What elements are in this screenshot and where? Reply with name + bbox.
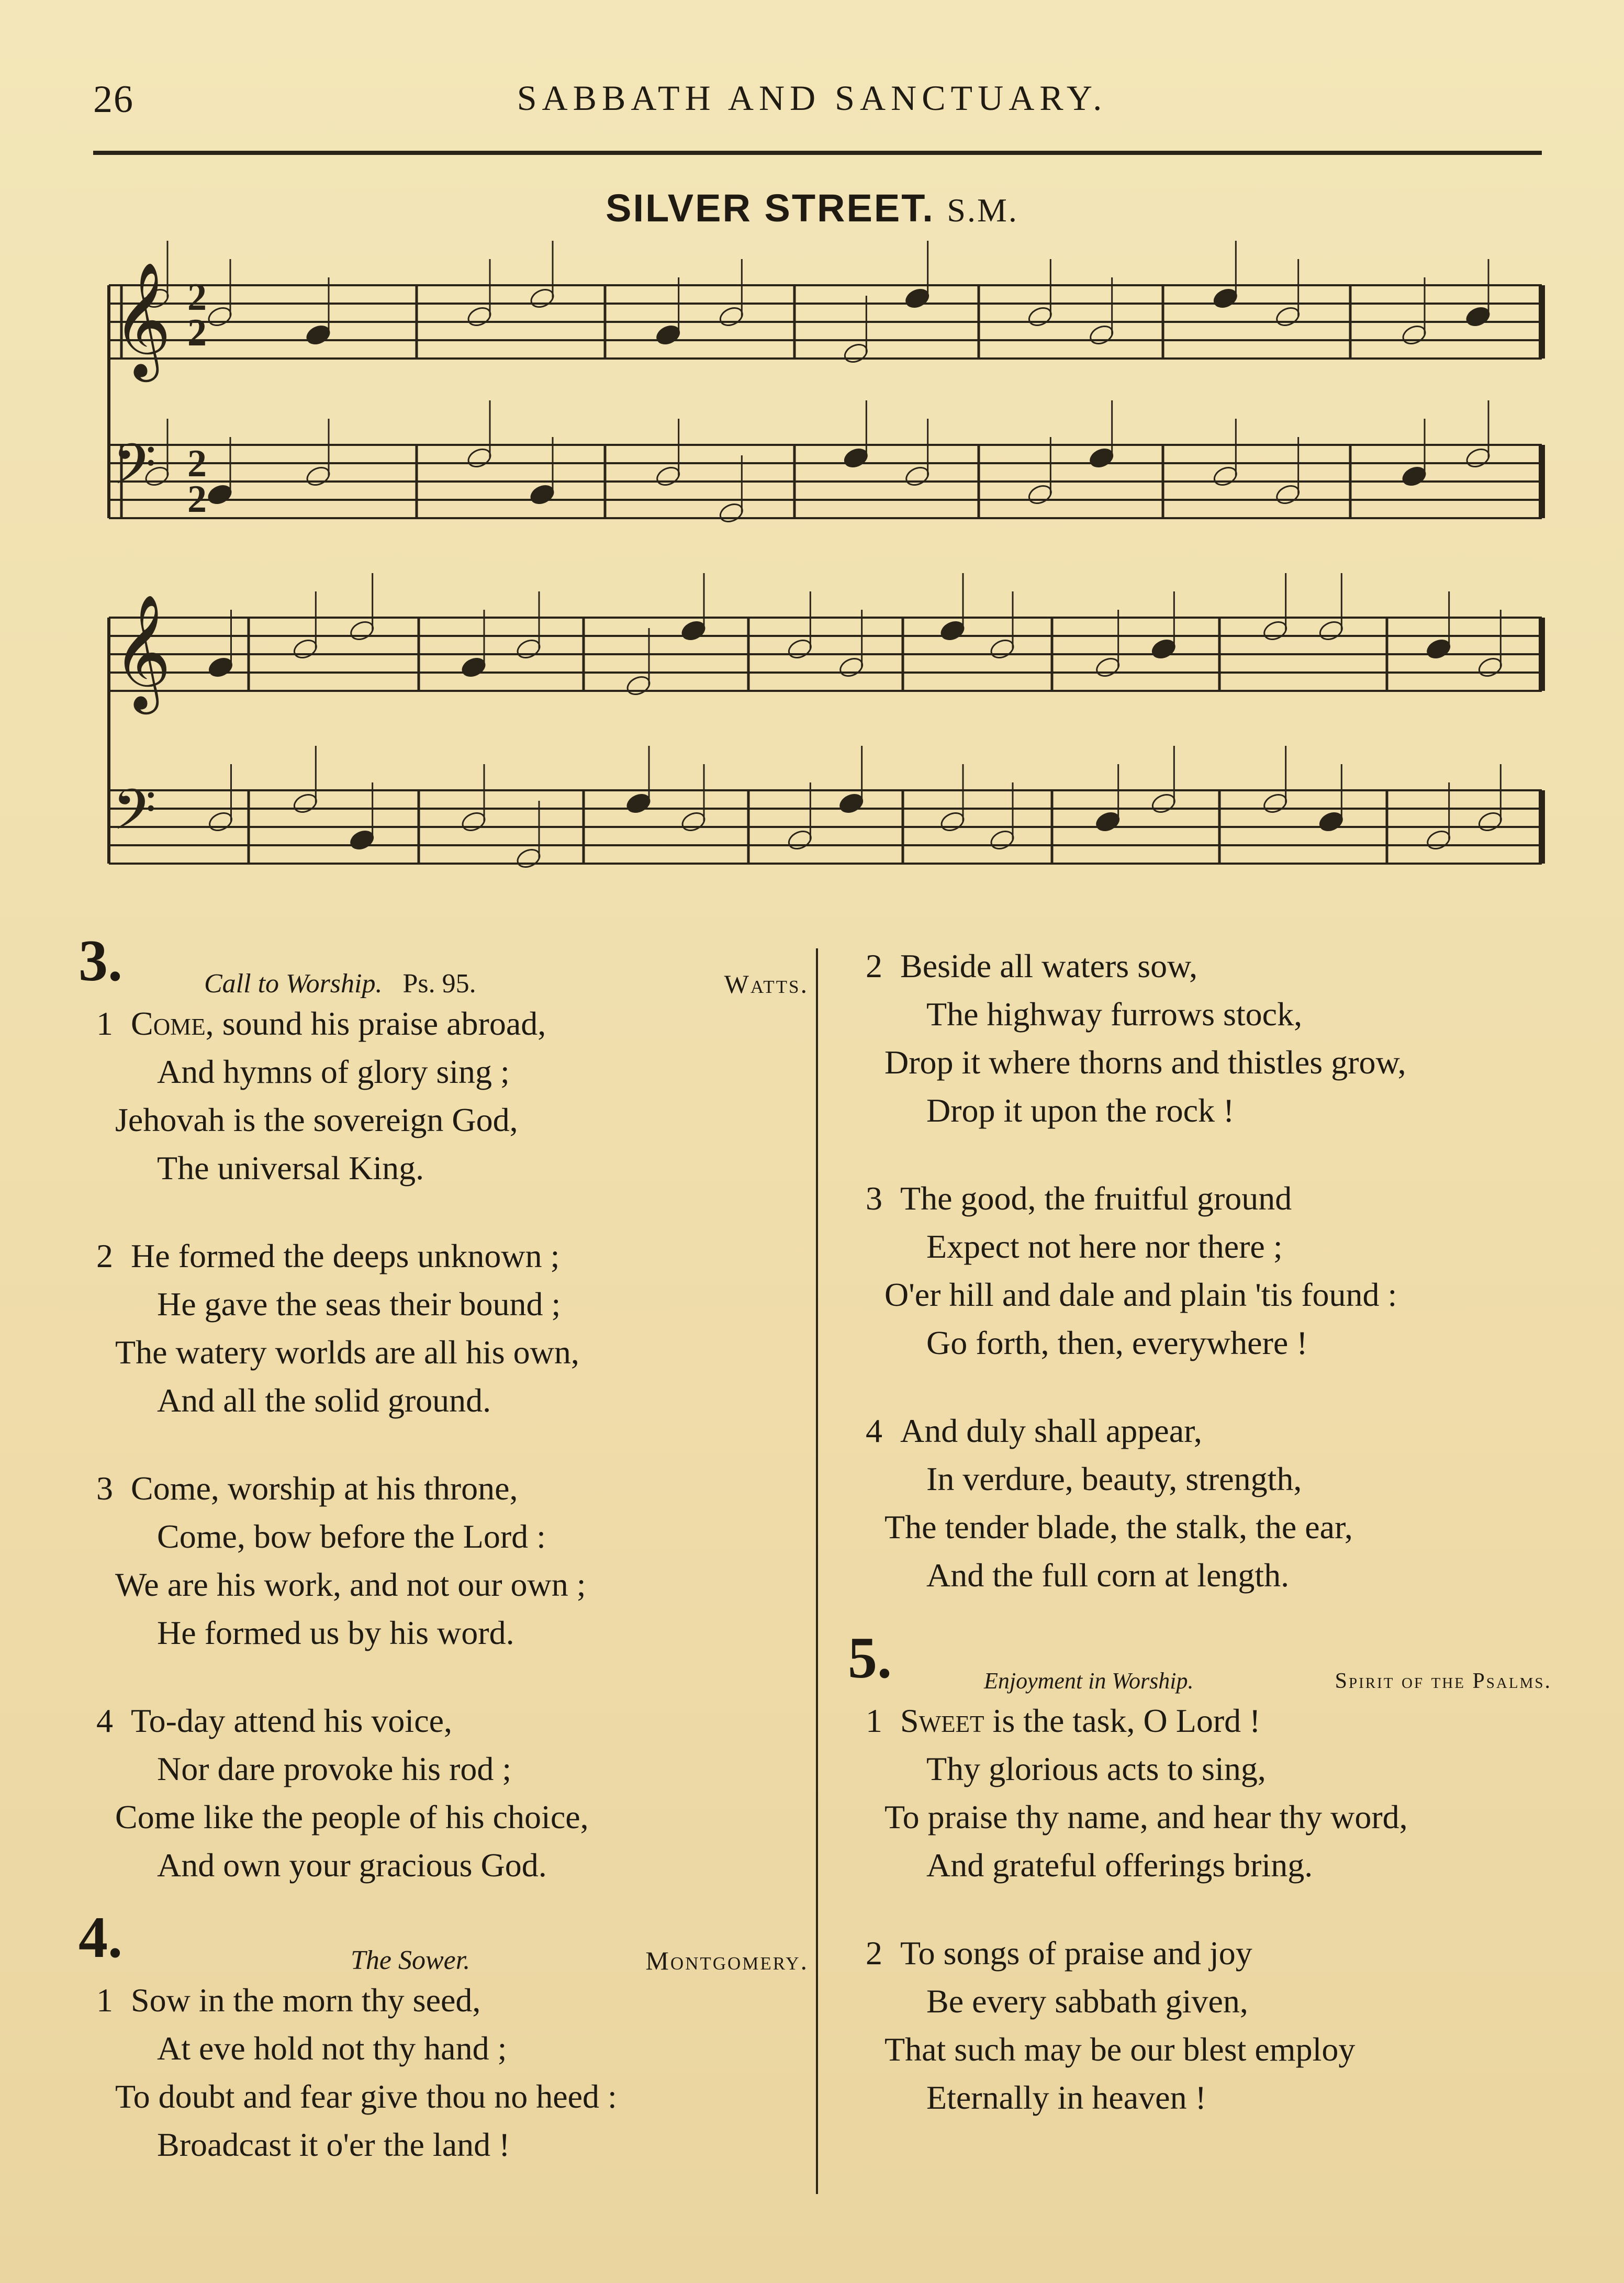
clefs [113,261,171,856]
verse-line [848,2074,1552,2122]
hymn-number: 3. [79,928,122,993]
hymn-number: 4. [79,1905,122,1970]
note-head [466,305,494,329]
verse-line [848,2025,1552,2074]
verse-text: Drop it where thorns and thistles grow, [884,1044,1406,1081]
verse-line [848,1745,1552,1793]
note-head [786,828,814,852]
verse-text: The highway furrows stock, [926,995,1303,1033]
note-head [1088,323,1115,347]
note-head [292,637,319,661]
note-head [348,619,376,643]
stanza-number: 1 [866,1702,882,1739]
hymn-subtitle-text: Call to Worship. [204,969,383,999]
verse-text: The watery worlds are all his own, [115,1334,579,1371]
stanza [848,942,1552,1135]
verse-line [79,1841,809,1889]
hymn-author: Watts. [724,969,809,999]
verse-text: Eternally in heaven ! [926,2079,1206,2116]
stanza [848,1697,1552,1889]
verse-line [848,1455,1552,1503]
verse-line [848,1271,1552,1319]
verse-line [79,1144,809,1192]
verse-line [848,1087,1552,1135]
verse-line [848,1319,1552,1367]
stanza-number: 4 [96,1702,113,1739]
note-head [1274,483,1302,507]
verse-line [79,2073,809,2121]
note-head [1212,464,1239,488]
verse-line [848,1977,1552,2025]
hymn-3-header [79,928,809,1000]
verse-text: To doubt and fear give thou no heed : [115,2078,617,2115]
verse-text: At eve hold not thy hand ; [157,2030,507,2067]
note-head [529,286,556,310]
time-signature [187,276,207,521]
verse-text: He formed the deeps unknown ; [131,1237,560,1274]
note-head [460,655,488,679]
verse-text: To-day attend his voice, [131,1702,452,1739]
hymn-5 [848,1626,1552,2122]
note-head [1464,305,1492,329]
note-head [348,828,376,852]
stanza [848,1929,1552,2122]
hymn-subtitle: Enjoyment in Worship. [984,1668,1194,1694]
note-head [207,655,234,679]
verse-text: The good, the fruitful ground [900,1180,1292,1217]
verse-text: Sow in the morn thy seed, [131,1982,481,2019]
verse-line [79,1048,809,1096]
note-head [1401,464,1428,488]
note-head [515,846,543,870]
note-head [460,810,488,834]
hymn-author: Montgomery. [645,1946,809,1975]
verse-line [848,990,1552,1038]
note-head [786,637,814,661]
verse-text: And grateful offerings bring. [926,1846,1313,1884]
verse-line [848,1551,1552,1599]
verse-text: That such may be our blest employ [884,2031,1356,2068]
note-head [680,619,708,643]
note-head [837,791,865,815]
bar-lines [109,285,1542,864]
note-head [837,655,865,679]
verse-line [848,1841,1552,1889]
verse-text: The tender blade, the stalk, the ear, [884,1508,1353,1546]
note-head [1261,619,1289,643]
verse-line [848,1407,1552,1455]
note-head [625,791,653,815]
note-head [1094,810,1122,834]
note-head [842,341,870,365]
verse-line [79,2121,809,2169]
verse-line [79,1513,809,1561]
verse-text: Be every sabbath given, [926,1983,1248,2020]
verse-text: The universal King. [157,1149,424,1187]
bass-clef: 𝄢 [113,777,156,856]
verse-text: Come, bow before the Lord : [157,1518,546,1555]
verse-line [848,1223,1552,1271]
verse-text: In verdure, beauty, strength, [926,1460,1302,1497]
left-column [79,928,809,2209]
verse-text: Beside all waters sow, [900,947,1198,984]
hymn-5-stanzas [848,1697,1552,2122]
hymn-5-header [848,1626,1552,1697]
stanza-number: 3 [96,1470,113,1507]
verse-text: To songs of praise and joy [900,1934,1252,1972]
verse-text: Come like the people of his choice, [115,1798,589,1836]
ts-bottom-treble: 2 [187,311,207,354]
tune-meter: S.M. [947,192,1018,229]
running-title: SABBATH AND SANCTUARY. [517,78,1107,118]
ts-top-treble: 2 [187,276,207,319]
note-head [903,286,931,310]
hymn-reference: Ps. 95. [402,969,476,999]
note-head [625,674,653,698]
note-head [1317,619,1345,643]
stanza-number: 2 [866,947,882,984]
note-heads [143,241,1504,870]
note-head [1425,828,1452,852]
stanza-number: 1 [96,1005,113,1042]
stanza [848,1407,1552,1599]
note-head [1274,305,1302,329]
note-head [466,446,494,470]
note-head [1094,655,1122,679]
verse-text: Jehovah is the sovereign God, [115,1101,518,1138]
note-head [529,483,556,507]
note-head [718,305,745,329]
note-head [1464,446,1492,470]
hymn-subtitle [204,960,476,1008]
note-head [1026,483,1054,507]
note-head [1476,655,1504,679]
note-head [989,828,1016,852]
verse-line [79,1561,809,1609]
verse-text: Broadcast it o'er the land ! [157,2126,510,2163]
verse-line [848,1174,1552,1223]
hymn-3-stanzas [79,1000,809,1889]
note-head [1425,637,1452,661]
verse-text: He gave the seas their bound ; [157,1285,561,1323]
verse-text: He formed us by his word. [157,1614,514,1651]
hymn-4 [79,1905,809,2169]
tune-name: SILVER STREET. [606,186,935,230]
stanza [79,1464,809,1657]
note-head [292,791,319,815]
verse-text: To praise thy name, and hear thy word, [884,1798,1408,1836]
hymn-subtitle: The Sower. [351,1945,471,1975]
first-word: Come, [131,1005,214,1042]
staff-lines [109,285,1542,864]
verse-line [848,1503,1552,1551]
verse-line [79,1793,809,1841]
note-head [206,305,234,329]
stanza [79,1976,809,2169]
verse-line [79,2024,809,2073]
hymn-4-stanzas-right [848,942,1552,1599]
treble-clef: 𝄞 [113,261,172,377]
note-head [1261,791,1289,815]
verse-text: O'er hill and dale and plain 'tis found : [884,1276,1397,1313]
stanza [848,1174,1552,1367]
verse-text: Go forth, then, everywhere ! [926,1324,1308,1361]
hymn-4-stanzas-left [79,1976,809,2169]
verse-text: Come, worship at his throne, [131,1470,518,1507]
note-head [207,810,234,834]
verse-line [848,942,1552,990]
page-number: 26 [93,78,134,121]
verse-line [79,1697,809,1745]
verse-line [79,1232,809,1280]
verse-line [79,1745,809,1793]
verse-line [79,1376,809,1425]
treble-clef: 𝄞 [113,594,172,709]
note-head [206,483,234,507]
note-head [1212,286,1239,310]
hymn-4-header [79,1905,809,1976]
verse-line [848,1929,1552,1977]
note-head [1150,637,1178,661]
first-word: Sweet [900,1702,984,1739]
verse-line [79,1096,809,1144]
verse-text: And the full corn at length. [926,1557,1290,1594]
verse-text: Expect not here nor there ; [926,1228,1283,1265]
hymn-3 [79,928,809,1889]
verse-text: We are his work, and not our own ; [115,1566,586,1603]
note-head [1476,810,1504,834]
ts-bottom-bass: 2 [187,478,207,521]
note-head [903,464,931,488]
verse-line [79,1609,809,1657]
verse-text: Nor dare provoke his rod ; [157,1750,512,1787]
note-head [654,323,682,347]
verse-text: And all the solid ground. [157,1382,491,1419]
note-head [1401,323,1428,347]
stanza-number: 4 [866,1412,882,1449]
verse-text: And own your gracious God. [157,1846,547,1884]
music-score [0,0,1624,890]
column-divider [816,948,818,2194]
verse-text: Thy glorious acts to sing, [926,1750,1266,1787]
note-head [1150,791,1178,815]
verse-line [79,1280,809,1328]
verse-text: sound his praise abroad, [214,1005,546,1042]
right-column [848,942,1552,2162]
note-head [1026,305,1054,329]
verse-text: is the task, O Lord ! [984,1702,1261,1739]
note-head [305,323,332,347]
stanza [79,1000,809,1192]
verse-line [848,1038,1552,1087]
note-head [989,637,1016,661]
stanza [79,1232,809,1425]
note-head [718,501,745,525]
verse-line [79,1464,809,1513]
hymn-number: 5. [848,1626,892,1691]
note-head [515,637,543,661]
bass-clef: 𝄢 [113,431,156,511]
note-head [1088,446,1115,470]
verse-line [848,1793,1552,1841]
stanza-number: 2 [96,1237,113,1274]
stanza [79,1697,809,1889]
note-head [305,464,332,488]
verse-text: And hymns of glory sing ; [157,1053,510,1090]
note-head [842,446,870,470]
ts-top-bass: 2 [187,442,207,485]
note-head [939,810,967,834]
verse-text: Drop it upon the rock ! [926,1092,1235,1129]
hymn-author: Spirit of the Psalms. [1335,1669,1552,1693]
verse-text: And duly shall appear, [900,1412,1202,1449]
note-head [680,810,708,834]
note-head [654,464,682,488]
stanza-number: 2 [866,1934,882,1972]
verse-line [79,1328,809,1376]
note-head [1317,810,1345,834]
stanza-number: 3 [866,1180,882,1217]
note-head [939,619,967,643]
stanza-number: 1 [96,1982,113,2019]
